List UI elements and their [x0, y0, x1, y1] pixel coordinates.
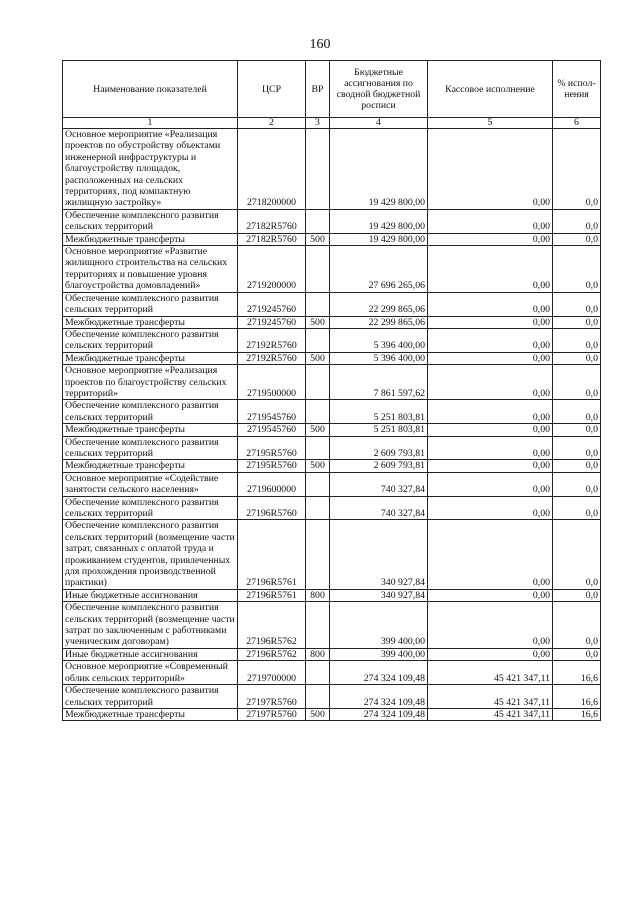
- cell-vr: 800: [306, 648, 330, 660]
- table-row: [63, 328, 601, 352]
- table-row: [63, 685, 601, 709]
- cell-csr: 27196R5762: [238, 602, 306, 649]
- cell-cash: 45 421 347,11: [428, 661, 553, 685]
- cell-vr: [306, 129, 330, 210]
- cell-cash: 0,00: [428, 460, 553, 472]
- cell-percent: 0,0: [553, 472, 601, 496]
- cell-vr: [306, 400, 330, 424]
- cell-name: Основное мероприятие «Реализация проектов по благоустройству сельских территорий»: [63, 365, 238, 400]
- column-number: 1: [63, 118, 238, 129]
- cell-percent: 0,0: [553, 316, 601, 328]
- cell-budget: 274 324 109,48: [330, 661, 428, 685]
- cell-csr: 2718200000: [238, 129, 306, 210]
- cell-cash: 45 421 347,11: [428, 708, 553, 720]
- cell-cash: 0,00: [428, 328, 553, 352]
- cell-vr: 500: [306, 708, 330, 720]
- cell-budget: 274 324 109,48: [330, 708, 428, 720]
- table-row: [63, 246, 601, 293]
- cell-vr: [306, 328, 330, 352]
- cell-budget: 740 327,84: [330, 472, 428, 496]
- header-name: Наименование показателей: [63, 61, 238, 118]
- table-row: [63, 589, 601, 601]
- cell-cash: 0,00: [428, 436, 553, 460]
- cell-vr: [306, 520, 330, 589]
- header-percent: % испол-нения: [553, 61, 601, 118]
- table-row: [63, 472, 601, 496]
- cell-name: Основное мероприятие «Содействие занятости сельского населения»: [63, 472, 238, 496]
- cell-vr: [306, 661, 330, 685]
- cell-budget: 19 429 800,00: [330, 233, 428, 245]
- cell-budget: 27 696 265,06: [330, 246, 428, 293]
- cell-csr: 27192R5760: [238, 352, 306, 364]
- cell-percent: 0,0: [553, 400, 601, 424]
- cell-vr: [306, 602, 330, 649]
- cell-cash: 0,00: [428, 365, 553, 400]
- column-number: 4: [330, 118, 428, 129]
- cell-cash: 0,00: [428, 129, 553, 210]
- cell-name: Основное мероприятие «Развитие жилищного строительства на сельских территориях и повышение уровня благоустройства домовладений»: [63, 246, 238, 293]
- cell-budget: 22 299 865,06: [330, 292, 428, 316]
- cell-budget: 5 251 803,81: [330, 400, 428, 424]
- cell-budget: 5 396 400,00: [330, 352, 428, 364]
- cell-name: Обеспечение комплексного развития сельских территорий (возмещение части затрат по заключенным с работниками ученическим договорам): [63, 602, 238, 649]
- cell-cash: 0,00: [428, 589, 553, 601]
- cell-vr: 500: [306, 352, 330, 364]
- table-row: [63, 496, 601, 520]
- cell-percent: 0,0: [553, 589, 601, 601]
- cell-name: Обеспечение комплексного развития сельских территорий: [63, 209, 238, 233]
- cell-csr: 2719545760: [238, 400, 306, 424]
- table-row: [63, 316, 601, 328]
- cell-budget: 740 327,84: [330, 496, 428, 520]
- cell-vr: [306, 436, 330, 460]
- cell-vr: 800: [306, 589, 330, 601]
- header-vr: ВР: [306, 61, 330, 118]
- cell-csr: 27182R5760: [238, 233, 306, 245]
- cell-budget: 5 396 400,00: [330, 328, 428, 352]
- header-budget: Бюджетные ассигнования по сводной бюджетной росписи: [330, 61, 428, 118]
- cell-name: Иные бюджетные ассигнования: [63, 589, 238, 601]
- table-row: [63, 460, 601, 472]
- cell-budget: 340 927,84: [330, 520, 428, 589]
- cell-name: Межбюджетные трансферты: [63, 316, 238, 328]
- cell-budget: 2 609 793,81: [330, 436, 428, 460]
- table-row: [63, 520, 601, 589]
- cell-cash: 45 421 347,11: [428, 685, 553, 709]
- cell-csr: 2719245760: [238, 292, 306, 316]
- table-row: [63, 436, 601, 460]
- cell-budget: 274 324 109,48: [330, 685, 428, 709]
- cell-name: Межбюджетные трансферты: [63, 233, 238, 245]
- cell-percent: 0,0: [553, 233, 601, 245]
- budget-execution-table: [62, 60, 601, 721]
- column-number-row: [63, 118, 601, 129]
- table-row: [63, 648, 601, 660]
- cell-csr: 2719500000: [238, 365, 306, 400]
- cell-percent: 0,0: [553, 602, 601, 649]
- cell-vr: [306, 685, 330, 709]
- table-row: [63, 400, 601, 424]
- cell-csr: 2719700000: [238, 661, 306, 685]
- cell-csr: 27195R5760: [238, 460, 306, 472]
- cell-csr: 2719600000: [238, 472, 306, 496]
- cell-percent: 0,0: [553, 292, 601, 316]
- cell-percent: 16,6: [553, 708, 601, 720]
- cell-cash: 0,00: [428, 496, 553, 520]
- cell-csr: 27197R5760: [238, 685, 306, 709]
- column-number: 6: [553, 118, 601, 129]
- cell-vr: 500: [306, 316, 330, 328]
- cell-budget: 22 299 865,06: [330, 316, 428, 328]
- table-row: [63, 602, 601, 649]
- cell-name: Межбюджетные трансферты: [63, 424, 238, 436]
- cell-percent: 0,0: [553, 246, 601, 293]
- cell-budget: 19 429 800,00: [330, 129, 428, 210]
- column-number: 2: [238, 118, 306, 129]
- header-cash: Кассовое исполнение: [428, 61, 553, 118]
- table-row: [63, 129, 601, 210]
- cell-percent: 0,0: [553, 365, 601, 400]
- cell-vr: [306, 209, 330, 233]
- cell-percent: 0,0: [553, 648, 601, 660]
- cell-name: Обеспечение комплексного развития сельских территорий: [63, 292, 238, 316]
- cell-csr: 2719545760: [238, 424, 306, 436]
- cell-cash: 0,00: [428, 292, 553, 316]
- cell-csr: 2719200000: [238, 246, 306, 293]
- table-row: [63, 661, 601, 685]
- cell-cash: 0,00: [428, 316, 553, 328]
- cell-percent: 0,0: [553, 129, 601, 210]
- column-number: 3: [306, 118, 330, 129]
- cell-budget: 399 400,00: [330, 602, 428, 649]
- cell-name: Межбюджетные трансферты: [63, 460, 238, 472]
- cell-vr: [306, 246, 330, 293]
- cell-name: Основное мероприятие «Современный облик сельских территорий»: [63, 661, 238, 685]
- cell-vr: [306, 496, 330, 520]
- cell-csr: 27192R5760: [238, 328, 306, 352]
- table-row: [63, 365, 601, 400]
- cell-csr: 2719245760: [238, 316, 306, 328]
- cell-cash: 0,00: [428, 424, 553, 436]
- cell-vr: [306, 292, 330, 316]
- cell-name: Обеспечение комплексного развития сельских территорий (возмещение части затрат, связанных с оплатой труда и проживанием студентов, привлеченных для прохождения производственной практики): [63, 520, 238, 589]
- cell-csr: 27182R5760: [238, 209, 306, 233]
- cell-csr: 27197R5760: [238, 708, 306, 720]
- cell-vr: 500: [306, 424, 330, 436]
- cell-budget: 19 429 800,00: [330, 209, 428, 233]
- cell-vr: [306, 472, 330, 496]
- cell-name: Обеспечение комплексного развития сельских территорий: [63, 436, 238, 460]
- column-number: 5: [428, 118, 553, 129]
- cell-csr: 27196R5762: [238, 648, 306, 660]
- cell-csr: 27196R5761: [238, 589, 306, 601]
- cell-cash: 0,00: [428, 246, 553, 293]
- cell-name: Обеспечение комплексного развития сельских территорий: [63, 685, 238, 709]
- cell-percent: 0,0: [553, 424, 601, 436]
- cell-budget: 399 400,00: [330, 648, 428, 660]
- cell-cash: 0,00: [428, 472, 553, 496]
- cell-percent: 16,6: [553, 685, 601, 709]
- cell-name: Обеспечение комплексного развития сельских территорий: [63, 400, 238, 424]
- cell-cash: 0,00: [428, 233, 553, 245]
- cell-cash: 0,00: [428, 648, 553, 660]
- cell-name: Иные бюджетные ассигнования: [63, 648, 238, 660]
- cell-csr: 27196R5760: [238, 496, 306, 520]
- header-csr: ЦСР: [238, 61, 306, 118]
- cell-budget: 7 861 597,62: [330, 365, 428, 400]
- cell-cash: 0,00: [428, 400, 553, 424]
- cell-cash: 0,00: [428, 602, 553, 649]
- cell-percent: 0,0: [553, 436, 601, 460]
- cell-budget: 340 927,84: [330, 589, 428, 601]
- cell-name: Межбюджетные трансферты: [63, 352, 238, 364]
- cell-name: Обеспечение комплексного развития сельских территорий: [63, 328, 238, 352]
- cell-vr: 500: [306, 233, 330, 245]
- cell-name: Основное мероприятие «Реализация проектов по обустройству объектами инженерной инфраструктуры и благоустройству площадок, расположенных на сельских территориях, под компактную жилищную застройку»: [63, 129, 238, 210]
- cell-cash: 0,00: [428, 520, 553, 589]
- table-row: [63, 292, 601, 316]
- cell-name: Межбюджетные трансферты: [63, 708, 238, 720]
- cell-percent: 0,0: [553, 209, 601, 233]
- cell-csr: 27196R5761: [238, 520, 306, 589]
- cell-vr: [306, 365, 330, 400]
- table-row: [63, 708, 601, 720]
- cell-percent: 0,0: [553, 520, 601, 589]
- table-row: [63, 233, 601, 245]
- table-row: [63, 424, 601, 436]
- cell-percent: 0,0: [553, 496, 601, 520]
- cell-percent: 0,0: [553, 352, 601, 364]
- cell-name: Обеспечение комплексного развития сельских территорий: [63, 496, 238, 520]
- cell-cash: 0,00: [428, 209, 553, 233]
- cell-percent: 0,0: [553, 460, 601, 472]
- cell-cash: 0,00: [428, 352, 553, 364]
- table-header-row: [63, 61, 601, 118]
- table-row: [63, 209, 601, 233]
- cell-percent: 16,6: [553, 661, 601, 685]
- page-number: 160: [309, 37, 331, 52]
- table-row: [63, 352, 601, 364]
- cell-percent: 0,0: [553, 328, 601, 352]
- cell-vr: 500: [306, 460, 330, 472]
- cell-budget: 2 609 793,81: [330, 460, 428, 472]
- cell-budget: 5 251 803,81: [330, 424, 428, 436]
- cell-csr: 27195R5760: [238, 436, 306, 460]
